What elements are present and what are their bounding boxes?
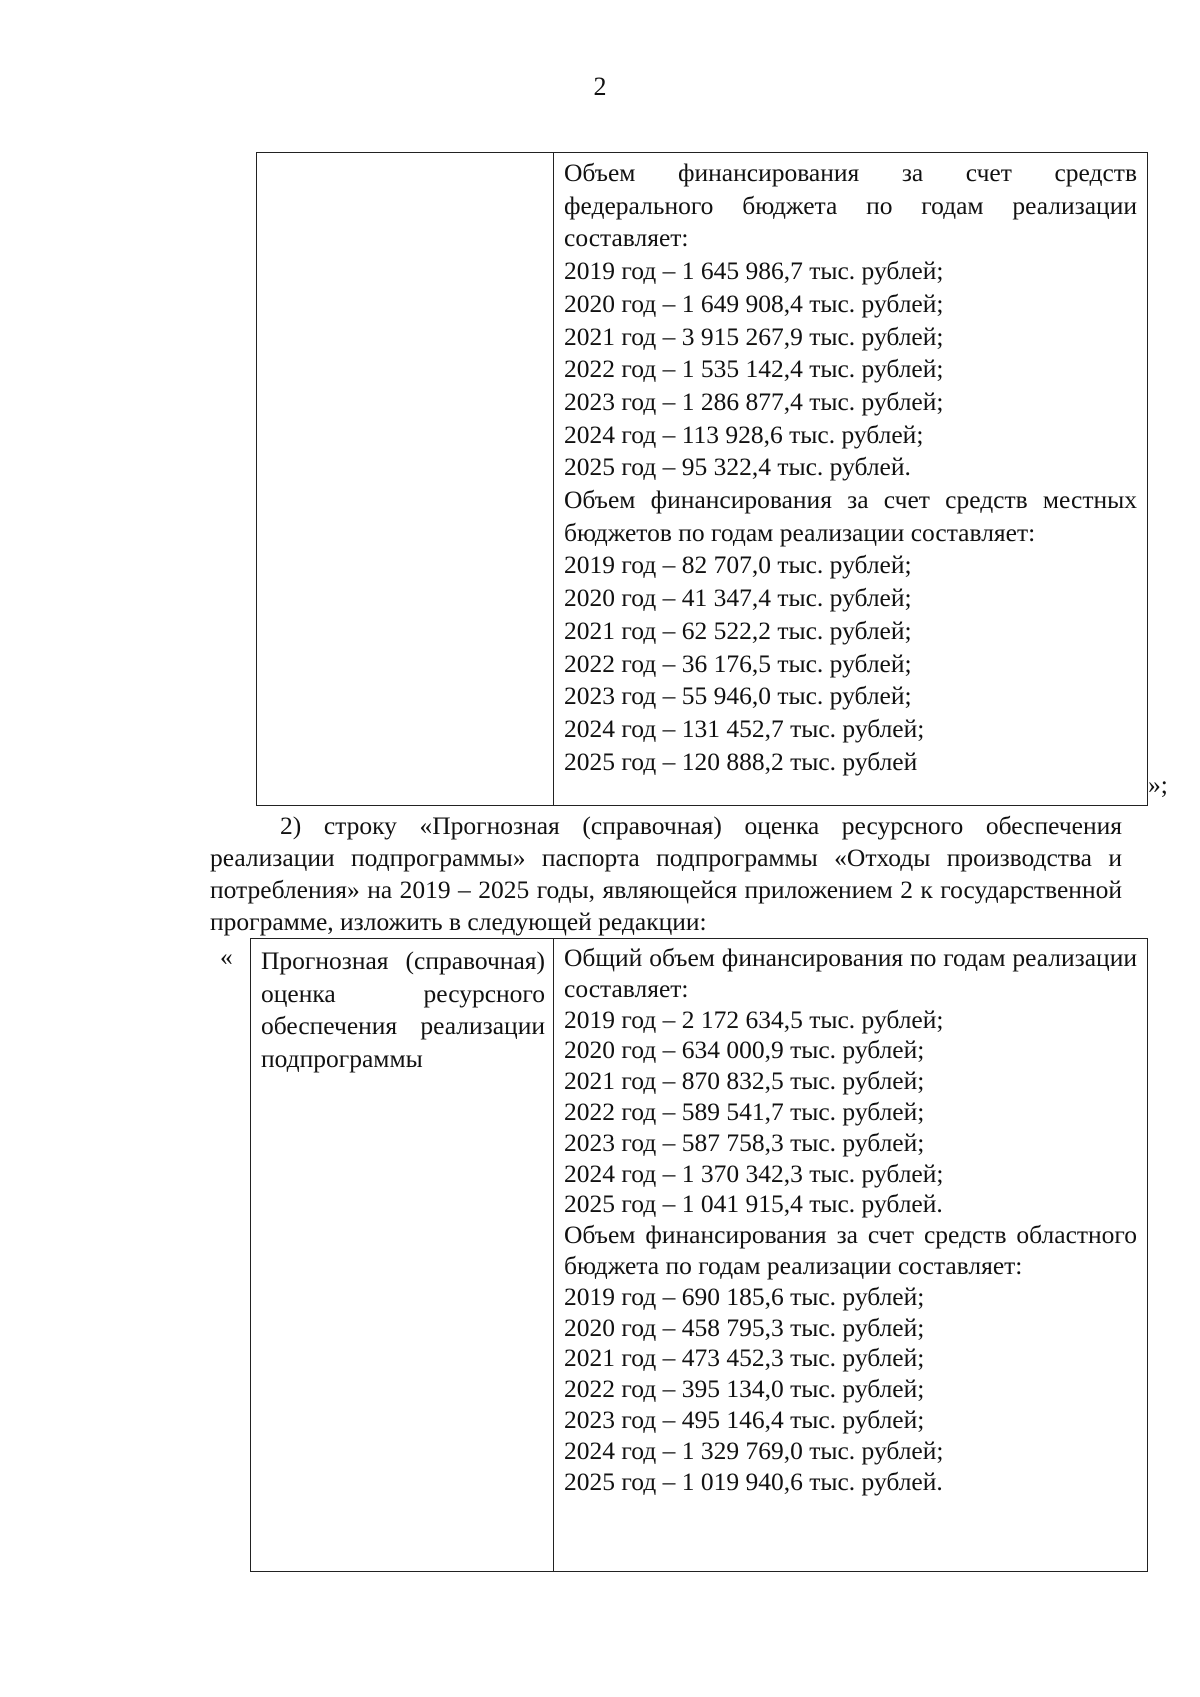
federal-row: 2024 год – 113 928,6 тыс. рублей; [564,419,924,449]
funding-details-cell [554,939,1148,1572]
empty-label-cell [257,153,554,806]
federal-row: 2022 год – 1 535 142,4 тыс. рублей; [564,354,944,384]
federal-intro: Объем финансирования за счет средств федерального бюджета по годам реализации составляет: [564,158,1137,253]
local-intro: Объем финансирования за счет средств местных бюджетов по годам реализации составляет: [564,485,1137,547]
forecast-funding-table [250,938,1148,1572]
local-row: 2021 год – 62 522,2 тыс. рублей; [564,615,912,645]
amendment-paragraph: 2) строку «Прогнозная (справочная) оценка ресурсного обеспечения реализации подпрограммы» паспорта подпрограммы «Отходы производства и потребления» на 2019 – 2025 годы, являющейся приложением 2 к государственной программе, изложить в следующей редакции: [210,811,1122,936]
funding-table-continued [256,152,1148,806]
closing-quote: »; [1148,770,1168,799]
regional-row: 2019 год – 690 185,6 тыс. рублей; [564,1281,925,1311]
local-row: 2020 год – 41 347,4 тыс. рублей; [564,583,912,613]
federal-row: 2019 год – 1 645 986,7 тыс. рублей; [564,256,944,286]
total-row: 2024 год – 1 370 342,3 тыс. рублей; [564,1158,944,1188]
regional-row: 2023 год – 495 146,4 тыс. рублей; [564,1404,925,1434]
total-row: 2022 год – 589 541,7 тыс. рублей; [564,1096,925,1126]
total-row: 2025 год – 1 041 915,4 тыс. рублей. [564,1189,943,1219]
funding-details-cell [554,153,1148,806]
regional-row: 2021 год – 473 452,3 тыс. рублей; [564,1343,925,1373]
regional-intro: Объем финансирования за счет средств областного бюджета по годам реализации составляет: [564,1220,1137,1280]
local-row: 2023 год – 55 946,0 тыс. рублей; [564,681,912,711]
regional-row: 2025 год – 1 019 940,6 тыс. рублей. [564,1466,943,1496]
regional-row: 2020 год – 458 795,3 тыс. рублей; [564,1312,925,1342]
local-row: 2025 год – 120 888,2 тыс. рублей [564,746,918,776]
page-number: 2 [593,72,607,101]
local-row: 2022 год – 36 176,5 тыс. рублей; [564,648,912,678]
federal-row: 2021 год – 3 915 267,9 тыс. рублей; [564,321,944,351]
total-row: 2020 год – 634 000,9 тыс. рублей; [564,1035,925,1065]
federal-row: 2025 год – 95 322,4 тыс. рублей. [564,452,911,482]
total-row: 2019 год – 2 172 634,5 тыс. рублей; [564,1004,944,1034]
regional-row: 2024 год – 1 329 769,0 тыс. рублей; [564,1435,944,1465]
local-row: 2019 год – 82 707,0 тыс. рублей; [564,550,912,580]
federal-row: 2020 год – 1 649 908,4 тыс. рублей; [564,288,944,318]
total-row: 2021 год – 870 832,5 тыс. рублей; [564,1066,925,1096]
total-row: 2023 год – 587 758,3 тыс. рублей; [564,1127,925,1157]
row-label: Прогнозная (справочная) оценка ресурсного обеспечения реализации подпрограммы [261,946,545,1073]
federal-row: 2023 год – 1 286 877,4 тыс. рублей; [564,386,944,416]
label-cell [251,939,554,1572]
local-row: 2024 год – 131 452,7 тыс. рублей; [564,713,925,743]
total-intro: Общий объем финансирования по годам реализации составляет: [564,943,1137,1003]
opening-quote: « [220,942,233,971]
regional-row: 2022 год – 395 134,0 тыс. рублей; [564,1374,925,1404]
